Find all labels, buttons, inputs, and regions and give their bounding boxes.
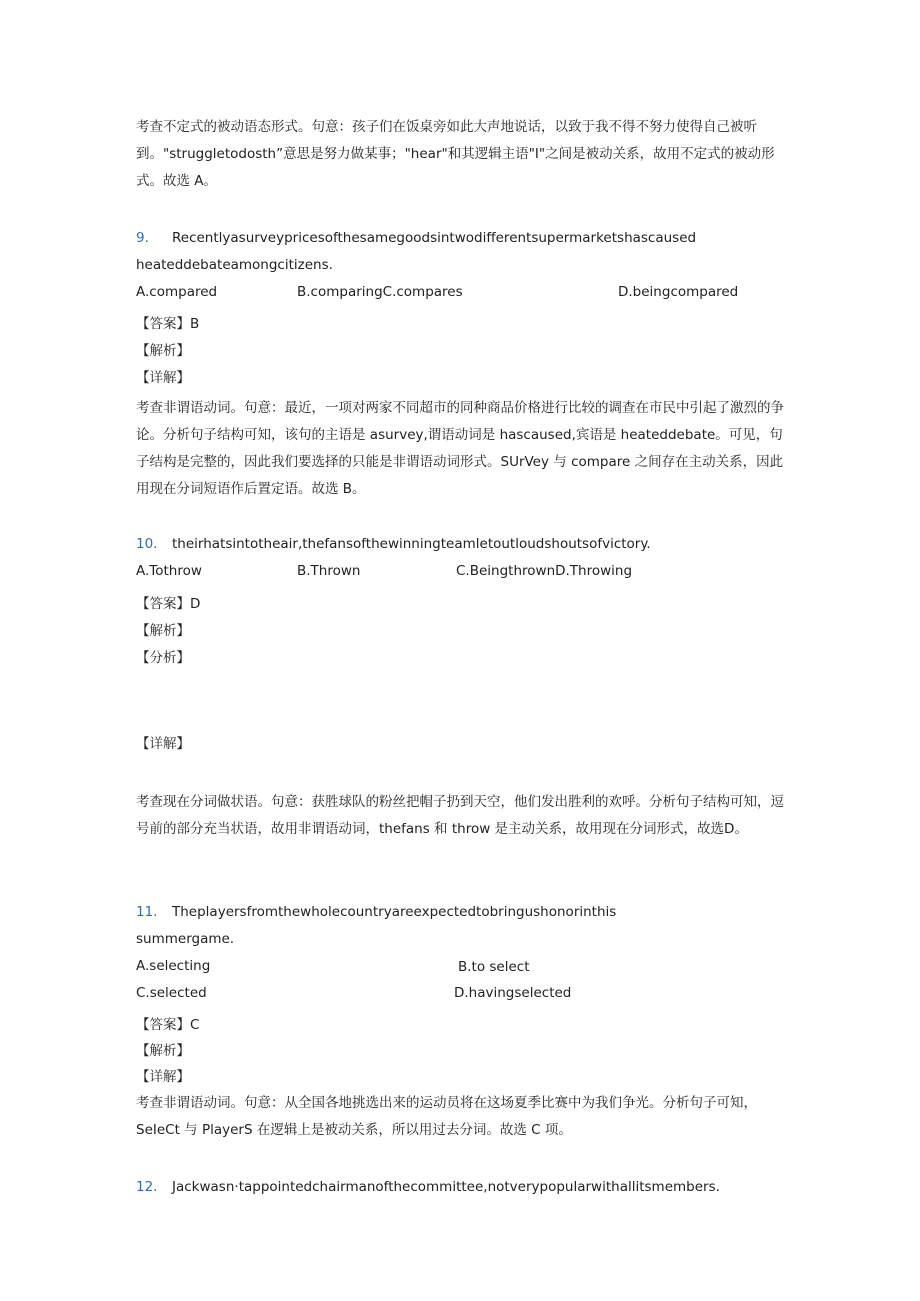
answer-label: 【答案】B (136, 316, 200, 332)
question-stem-text: Theplayersfromthewholecountryareexpectedtobringushonorinthis (172, 904, 617, 920)
option-b[interactable]: B.Thrown (297, 563, 361, 579)
question-11-stem-line2: summergame. (136, 931, 235, 947)
detail-label: 【详解】 (136, 736, 190, 752)
intro-explanation: 考查不定式的被动语态形式。句意：孩子们在饭桌旁如此大声地说话，以致于我不得不努力使得自己被听到。"struggletodosth”意思是努力做某事；"hear"和其逻辑主语"I"之间是被动关系，故用不定式的被动形式。故选 A。 (136, 119, 775, 189)
question-11-explanation: 考查非谓语动词。句意：从全国各地挑选出来的运动员将在这场夏季比赛中为我们争光。分析句子可知，SeIeCt 与 PlayerS 在逻辑上是被动关系，所以用过去分词。故选 C 项。 (136, 1095, 757, 1138)
option-b[interactable]: B.to select (458, 959, 530, 975)
question-11-stem-line1 (136, 902, 616, 922)
question-stem-text: Jackwasn·tappointedchairmanofthecommittee,notverypopularwithallitsmembers. (172, 1179, 720, 1195)
detail-label: 【详解】 (136, 1069, 190, 1085)
analysis-label: 【解析】 (136, 1043, 190, 1059)
option-d[interactable]: D.havingselected (454, 985, 572, 1001)
question-number: 10. (136, 536, 158, 552)
option-a[interactable]: A.Tothrow (136, 563, 202, 579)
question-stem-text: theirhatsintotheair,thefansofthewinningteamletoutloudshoutsofvictory. (172, 536, 651, 552)
option-c-d[interactable]: C.BeingthrownD.Throwing (456, 563, 633, 579)
analysis-label: 【解析】 (136, 623, 190, 639)
detail-label: 【详解】 (136, 370, 190, 386)
question-12-stem (136, 1177, 720, 1197)
question-10-stem (136, 534, 651, 554)
question-stem-text: Recentlyasurveypricesofthesamegoodsintwodifferentsupermarketshascaused (172, 230, 697, 246)
question-9-stem-line2: heateddebateamongcitizens. (136, 257, 333, 273)
question-10-explanation: 考查现在分词做状语。句意：获胜球队的粉丝把帽子扔到天空，他们发出胜利的欢呼。分析句子结构可知，逗号前的部分充当状语，故用非谓语动词，thefans 和 throw 是主动关系，故用现在分词形式，故选D。 (136, 794, 784, 837)
answer-label: 【答案】D (136, 596, 201, 612)
question-number: 9. (136, 230, 149, 246)
option-d[interactable]: D.beingcompared (618, 284, 739, 300)
question-9-stem-line1 (136, 228, 696, 248)
answer-label: 【答案】C (136, 1017, 200, 1033)
option-a[interactable]: A.compared (136, 284, 218, 300)
analysis-sub-label: 【分析】 (136, 650, 190, 666)
question-number: 12. (136, 1179, 158, 1195)
option-b-c[interactable]: B.comparingC.compares (297, 284, 463, 300)
option-a[interactable]: A.selecting (136, 958, 211, 974)
question-9-explanation: 考查非谓语动词。句意：最近，一项对两家不同超市的同种商品价格进行比较的调查在市民中引起了激烈的争论。分析句子结构可知，该句的主语是 asurvey,谓语动词是 hascaused,宾语是 heateddebate。可见，句子结构是完整的，因此我们要选择的只能是非谓语动词形式。SUrVey 与 compare 之间存在主动关系，因此用现在分词短语作后置定语。故选 B。 (136, 400, 784, 497)
question-number: 11. (136, 904, 158, 920)
option-c[interactable]: C.selected (136, 985, 207, 1001)
analysis-label: 【解析】 (136, 343, 190, 359)
